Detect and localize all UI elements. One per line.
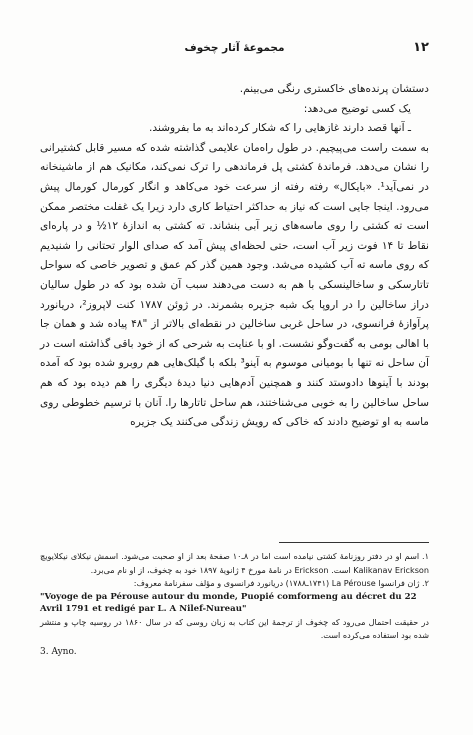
running-title: مجموعهٔ آثار چخوف bbox=[184, 42, 285, 54]
footnote-divider bbox=[279, 542, 429, 543]
paragraph: دستشان پرنده‌های خاکستری رنگی می‌بینم. bbox=[239, 83, 429, 95]
paragraph: به سمت راست می‌پیچیم. در طول راه‌مان علایمی گذاشته شده که مسیر قابل کشتیرانی را نشان می‌دهد. فرماندهٔ کشتی پل فرماندهی را ترک نمی‌کند، مکانیک هم از ماشینخانه در نمی‌آید¹. «بایکال» رفته رفته از سرعت خود می‌کاهد و انگار کورمال کورمال پیش می‌رود. اینجا جایی است که نیاز به حداکثر احتیاط کاری دارد زیرا یک غفلت مختصر ممکن است ته کشتی را روی ماسه‌های زیر آبی بنشاند. ته کشتی به اندازهٔ ۱۲½ و در پاره‌ای نقاط تا ۱۴ فوت زیر آب است، حتی لحظه‌ای پیش آمد که صدای الوار تحتانی را شنیدیم که روی ماسه ته آب کشیده می‌شد. وجود همین گذر کم عمق و تصویر خاصی که سواحل تاتارسکی و ساخالینسکی با هم به دست می‌دهند سبب آن شده بود که در طول سالیان دراز ساخالین را در اروپا یک شبه جزیره بشمرند. در ژوئن ۱۷۸۷ کنت لاپروز²، دریانورد پرآوازهٔ فرانسوی، در ساحل غربی ساخالین در نقطه‌ای بالاتر از "۴۸ پیاده شد و همان جا با اهالی بومی به گفت‌وگو نشست. او با عنایت به شرحی که از خود باقی گذاشته است در آن ساحل نه تنها با بومیانی موسوم به آینو³ بلکه با گیلک‌هایی هم روبرو شده بود که آمده بودند با آینوها دادوستد کنند و همچنین آدم‌هایی دنیا دیدهٔ دیگری را هم دیده بود که هم ساحل ساخالین را به خوبی می‌شناختند، هم ساحل تاتارها را. آنان با ترسیم خطوطی روی ماسه به او توضیح دادند که خاکی که رویش زندگی می‌کنند یک جزیره bbox=[40, 141, 430, 429]
paragraph: یک کسی توضیح می‌دهد: bbox=[303, 102, 411, 115]
paragraph: ـ آنها قصد دارند غازهایی را که شکار کرده‌اند به ما بفروشند. bbox=[149, 122, 411, 135]
page-number: ۱۲ bbox=[413, 40, 429, 55]
page-header bbox=[40, 40, 429, 58]
main-text bbox=[40, 80, 429, 433]
footnotes bbox=[40, 550, 429, 659]
footnote-1: ۱. اسم او در دفتر روزنامهٔ کشتی نیامده است اما در ۸ـ۱۰ صفحهٔ بعد از او صحبت می‌شود. اسمش نیکلای نیکلایویچ Kalikanav Erickson است. Erickson در نامهٔ مورخ ۴ ژانویهٔ ۱۸۹۷ خود به چخوف، از او نام می‌برد. bbox=[40, 551, 429, 575]
footnote-3: 3. Ayno. bbox=[40, 646, 77, 657]
footnote-2: ۲. ژان فرانسوا La Pérouse (۱۷۴۱ـ۱۷۸۸) دریانورد فرانسوی و مؤلف سفرنامهٔ معروف: bbox=[133, 578, 429, 589]
footnote-2-title: "Voyoge de pa Pérouse autour du monde, Puopié comformeng au décret du 22 Avril 1791 et redigé par L. A Nilef-Nureau" bbox=[40, 591, 417, 615]
footnote-2-continued: در حقیقت احتمال می‌رود که چخوف از ترجمهٔ این کتاب به زبان روسی که در سال ۱۸۶۰ در روسیه چاپ و منتشر شده بود استفاده می‌کرده است. bbox=[40, 616, 429, 641]
